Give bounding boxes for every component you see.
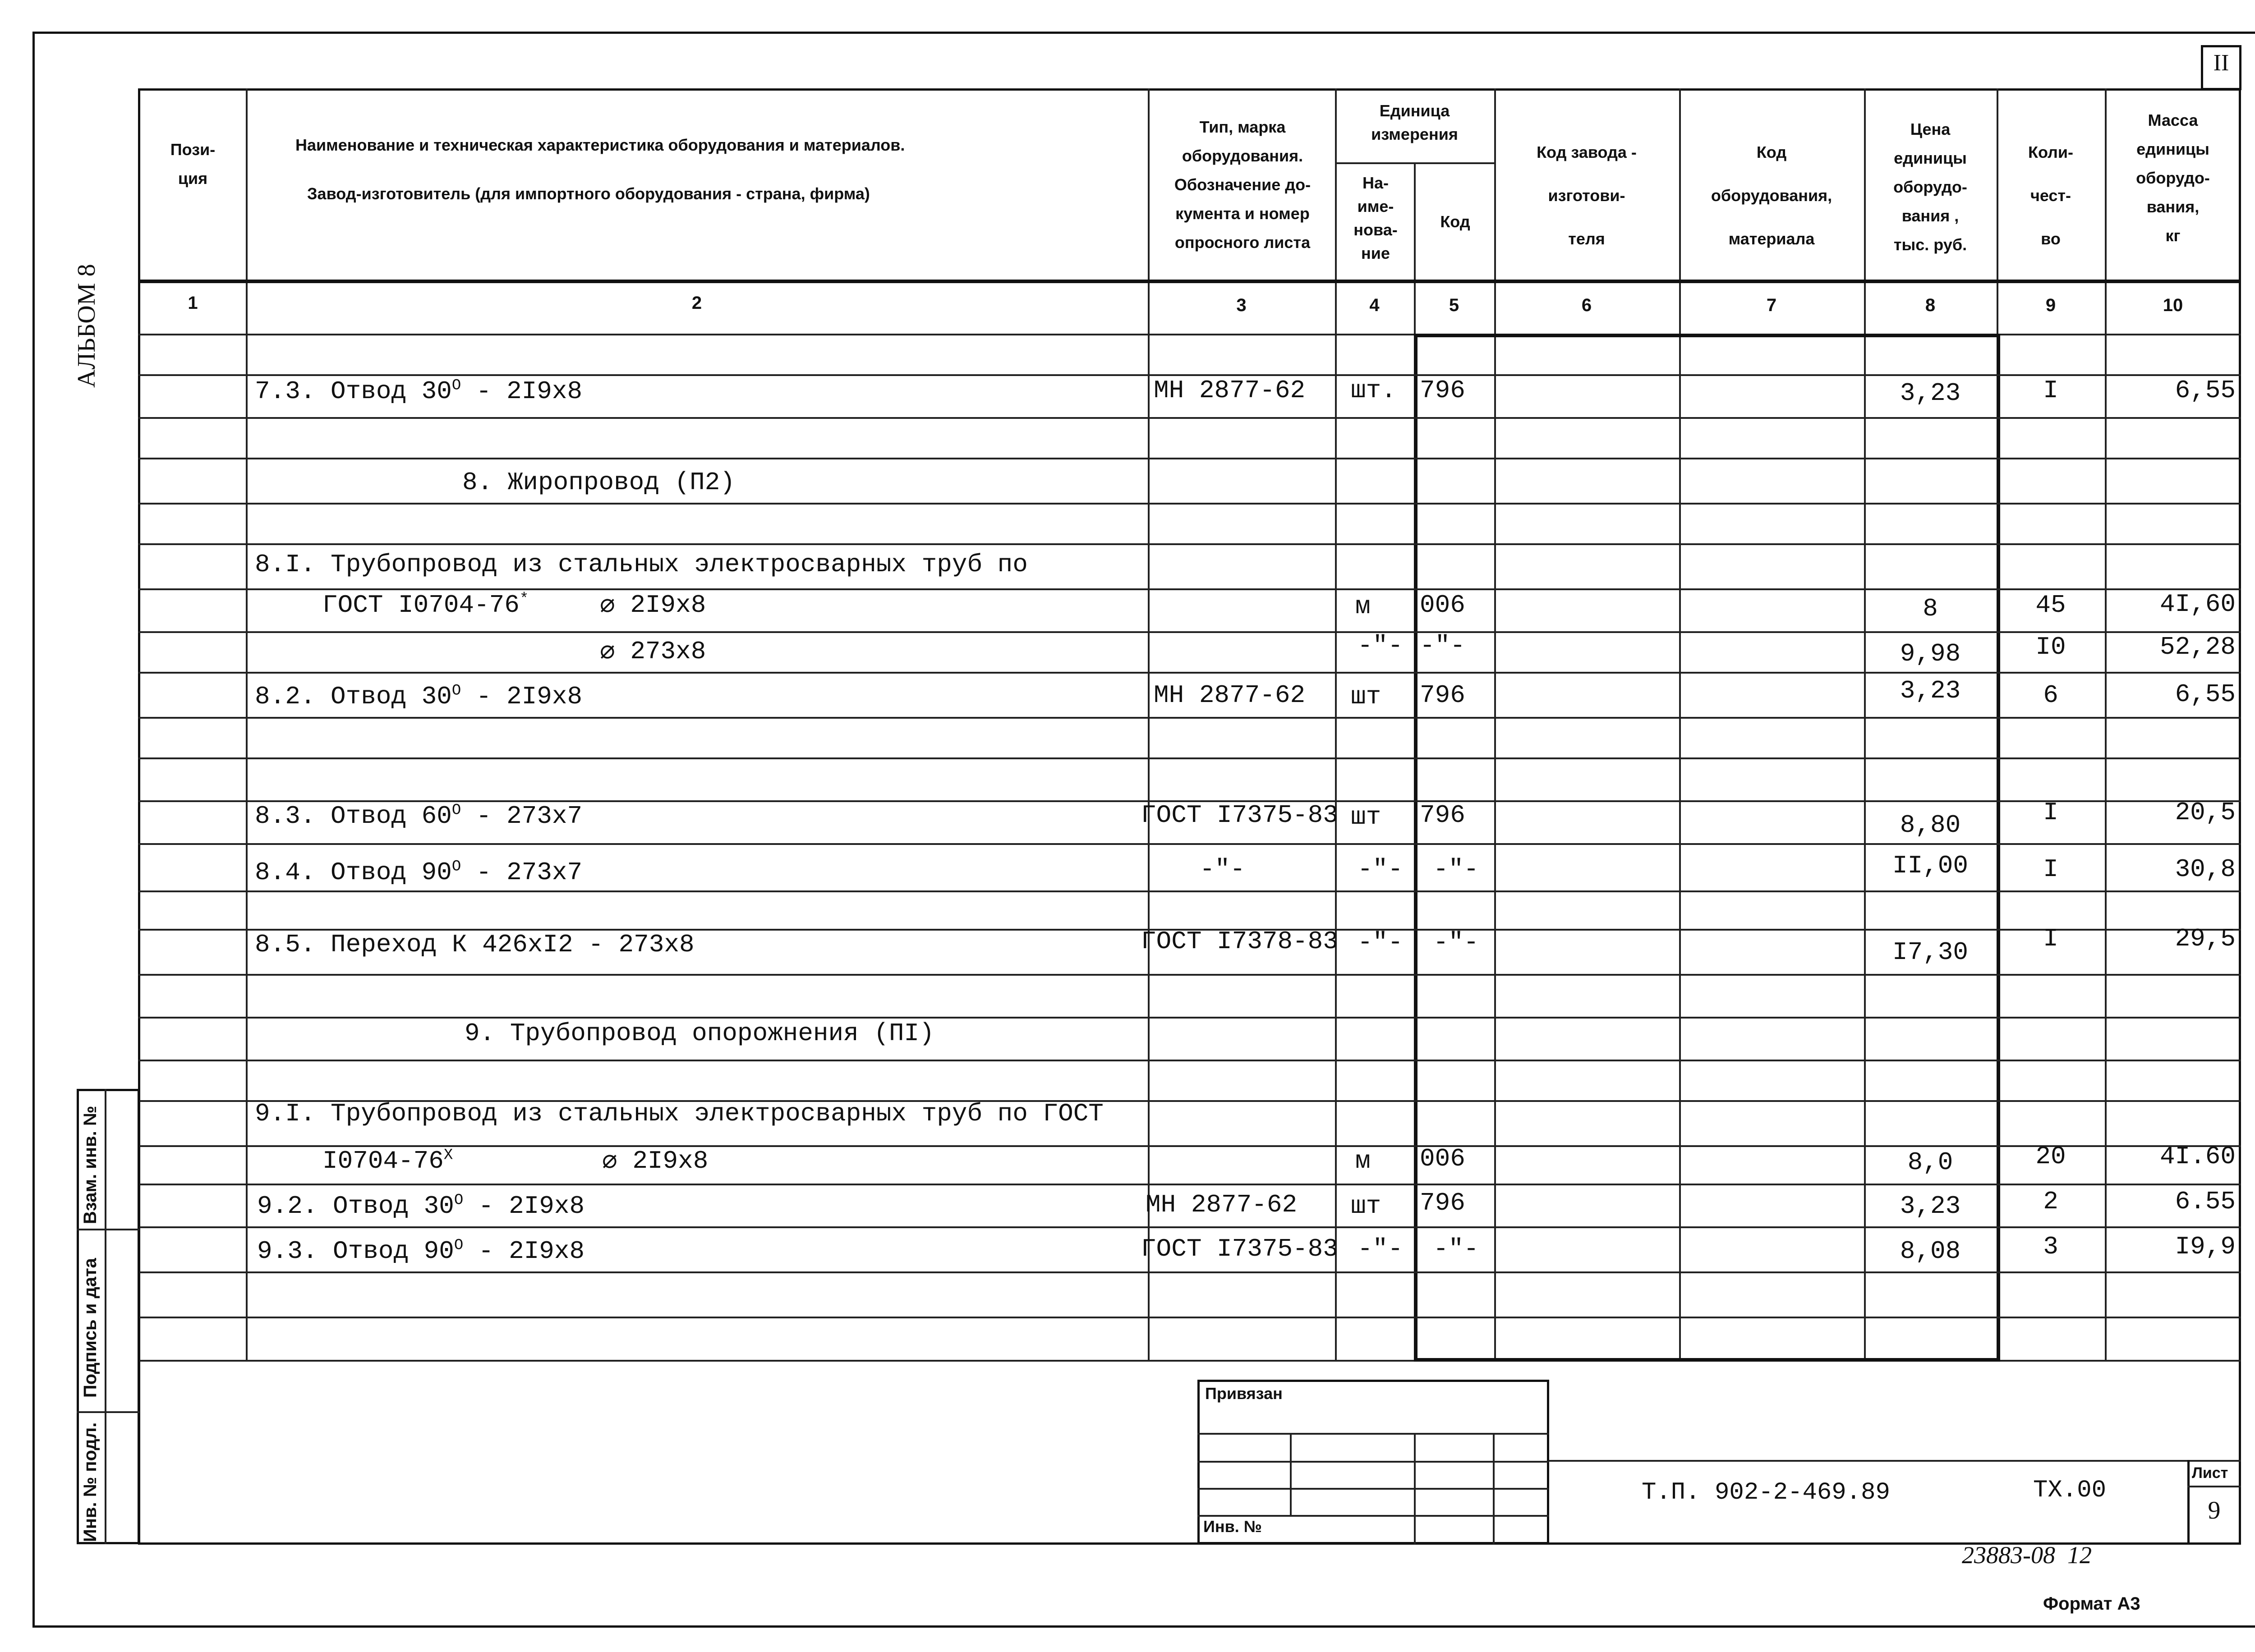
row-line [138,757,2241,759]
row-mass: 4I.60 [2159,1142,2236,1171]
row-line [138,843,2241,845]
row-qty: I [2043,924,2058,953]
row-line [138,974,2241,976]
stamp-line [1197,1488,1549,1490]
row-qty: I0 [2035,633,2066,661]
stamp-line [1197,1515,1549,1517]
row-line [138,1271,2241,1273]
row-line [138,543,2241,545]
row-price: 9,98 [1900,639,1961,668]
col-number: 1 [188,293,198,313]
row-line [138,1317,2241,1318]
row-unit: шт [1351,682,1381,711]
row-code: -"- [1433,855,1479,884]
row-line [138,717,2241,719]
col-number: 3 [1236,295,1247,315]
header-name: Наименование и техническая характеристика оборудования и материалов. Завод-изготовитель (для импортного оборудования - страна, фирма) [295,136,905,203]
row-price: 3,23 [1900,676,1961,705]
row-line [138,1060,2241,1061]
title-block-top [1549,1460,2241,1462]
section-heading: 9. Трубопровод опорожнения (ПI) [465,1019,934,1048]
stamp-line [1414,1433,1416,1544]
row-name: 8.3. Отвод $60^О - 273x7$ [255,802,583,831]
row-mass: 52,28 [2159,633,2236,661]
row-price: I7,30 [1892,938,1969,967]
row-unit: м [1355,592,1371,621]
row-diameter: ⌀ 2I9x8 [600,591,706,620]
format-label: Формат А3 [2043,1594,2140,1614]
row-price: 8,0 [1907,1148,1953,1177]
side-vzam: Взам. инв. № [80,1106,100,1224]
row-qty: 2 [2043,1187,2058,1216]
row-unit: -"- [1358,631,1403,660]
row-diameter: ⌀ 273x8 [600,637,706,666]
sheet-box-divider [2187,1486,2241,1487]
side-stamp-divider [77,1229,140,1230]
row-unit: шт [1351,1192,1381,1221]
row-name: 9.I. Трубопровод из стальных электросварных труб по ГОСТ [255,1099,1104,1128]
table-bottom-bold [1414,1358,2000,1362]
header-unit-code: Код [1440,212,1470,231]
row-line [138,672,2241,674]
row-name: $I0704-76^X$ [322,1147,453,1175]
col-number: 5 [1449,295,1459,315]
header-pos: Пози- ция [170,140,216,188]
row-code: 796 [1420,681,1465,710]
row-code: 006 [1420,1144,1465,1173]
row-name: 9.3. Отвод $90^О - 2I9x8$ [257,1237,585,1266]
row-mass: 6,55 [2175,680,2236,709]
doc-code: ТХ.00 [2033,1477,2107,1504]
stamp-line [1290,1433,1292,1515]
row-code: -"- [1433,928,1479,957]
designation: Т.П. 902-2-469.89 [1642,1479,1890,1506]
sheet-value: 9 [2208,1496,2221,1524]
col-number: 9 [2045,295,2056,315]
album-label: АЛЬБОМ 8 [73,264,101,388]
header-equip-code: Код оборудования, материала [1711,143,1832,248]
col-line [1494,88,1496,1360]
row-qty: 45 [2035,591,2066,620]
row-mass: 6.55 [2175,1187,2236,1216]
header-price: Цена единицы оборудо- вания , тыс. руб. [1893,120,1967,254]
row-name: 8.4. Отвод $90^О - 273x7$ [255,858,583,887]
col-line-bold [1414,334,1417,1360]
row-type: МН 2877-62 [1146,1190,1298,1219]
col-number: 8 [1925,295,1936,315]
row-unit: -"- [1358,928,1403,957]
row-line [138,417,2241,419]
sheet-number: II [2213,50,2229,76]
inventory-number: 23883-08 12 [1962,1542,2092,1569]
row-unit: -"- [1358,1234,1403,1263]
row-code: -"- [1433,1234,1479,1263]
row-price: 3,23 [1900,379,1961,408]
row-price: 3,23 [1900,1192,1961,1221]
unit-header-divider [1335,162,1494,164]
row-type: ГОСТ I7375-83 [1141,801,1338,830]
stamp-line [1197,1433,1549,1435]
header-qty: Коли- чест- во [2028,143,2074,248]
header-type: Тип, марка оборудования. Обозначение до- кумента и номер опросного листа [1174,118,1311,252]
row-line [138,1226,2241,1228]
row-mass: I9,9 [2175,1232,2236,1261]
row-code: 796 [1420,1189,1465,1217]
stamp-line [1197,1461,1549,1463]
row-type: ГОСТ I7378-83 [1141,927,1338,956]
row-unit: -"- [1358,855,1403,884]
row-line [138,503,2241,505]
col-number: 2 [691,293,702,313]
row-qty: I [2043,855,2058,884]
row-price: II,00 [1892,851,1969,880]
row-line [138,1017,2241,1019]
row-name: 8.2. Отвод $30^О - 2I9x8$ [255,682,583,711]
header-unit-name: На- име- нова- ние [1353,174,1398,262]
col-line [1148,88,1150,1360]
side-stamp-divider [105,1089,106,1544]
col-line [1679,88,1681,1360]
col-line [1864,88,1866,1360]
privyazan-label: Привязан [1205,1384,1283,1403]
row-line [138,588,2241,590]
row-line [138,890,2241,892]
inv-no-label: Инв. № [1203,1517,1262,1536]
row-unit: шт. [1351,376,1396,405]
row-line [138,631,2241,633]
col-number: 6 [1581,295,1592,315]
header-bottom [138,280,2241,283]
row-qty: 6 [2043,681,2058,710]
side-stamp-divider [77,1411,140,1413]
header-unit: Единица измерения [1371,101,1458,143]
row-code: 796 [1420,801,1465,830]
row-code: 006 [1420,591,1465,620]
row-mass: 30,8 [2175,855,2236,884]
row-name: 8.I. Трубопровод из стальных электросварных труб по [255,550,1028,579]
col-line [1335,88,1337,1360]
row-mass: 29,5 [2175,924,2236,953]
side-podpis: Подпись и дата [80,1258,100,1398]
row-qty: I [2043,376,2058,405]
row-mass: 6,55 [2175,376,2236,405]
sheet-label: Лист [2192,1464,2228,1482]
row-type: ГОСТ I7375-83 [1141,1234,1338,1263]
row-code: 796 [1420,376,1465,405]
stamp-line [1493,1433,1495,1544]
col-line [246,88,248,1360]
section-heading: 8. Жиропровод (П2) [462,468,735,497]
row-price: 8,80 [1900,811,1961,840]
row-mass: 4I,60 [2159,590,2236,619]
row-price: 8 [1923,594,1938,623]
row-qty: 20 [2035,1142,2066,1171]
row-line [138,1184,2241,1185]
row-name: 8.5. Переход К 426xI2 - 273x8 [255,930,695,959]
col-number: 10 [2163,295,2183,315]
row-diameter: ⌀ 2I9x8 [602,1147,709,1175]
row-name: ГОСТ I0704-76* [322,591,529,620]
header-mass: Масса единицы оборудо- вания, кг [2136,111,2210,245]
colnum-bottom-bold [1414,334,2000,337]
row-unit: м [1355,1147,1371,1175]
col-number: 4 [1369,295,1380,315]
row-qty: 3 [2043,1232,2058,1261]
row-type: МН 2877-62 [1154,681,1306,710]
row-type: -"- [1200,855,1245,884]
header-factory-code: Код завода - изготови- теля [1537,143,1637,248]
row-name: 9.2. Отвод $30^О - 2I9x8$ [257,1192,585,1221]
row-name: 7.3. Отвод $30^О - 2I9x8$ [255,377,583,406]
row-unit: шт [1351,803,1381,831]
row-price: 8,08 [1900,1237,1961,1266]
row-line [138,1145,2241,1147]
row-code: -"- [1420,631,1465,660]
side-inv-podl: Инв. № подл. [80,1422,100,1542]
row-type: МН 2877-62 [1154,376,1306,405]
row-qty: I [2043,798,2058,827]
col-number: 7 [1766,295,1777,315]
row-mass: 20,5 [2175,798,2236,827]
row-line [138,458,2241,459]
